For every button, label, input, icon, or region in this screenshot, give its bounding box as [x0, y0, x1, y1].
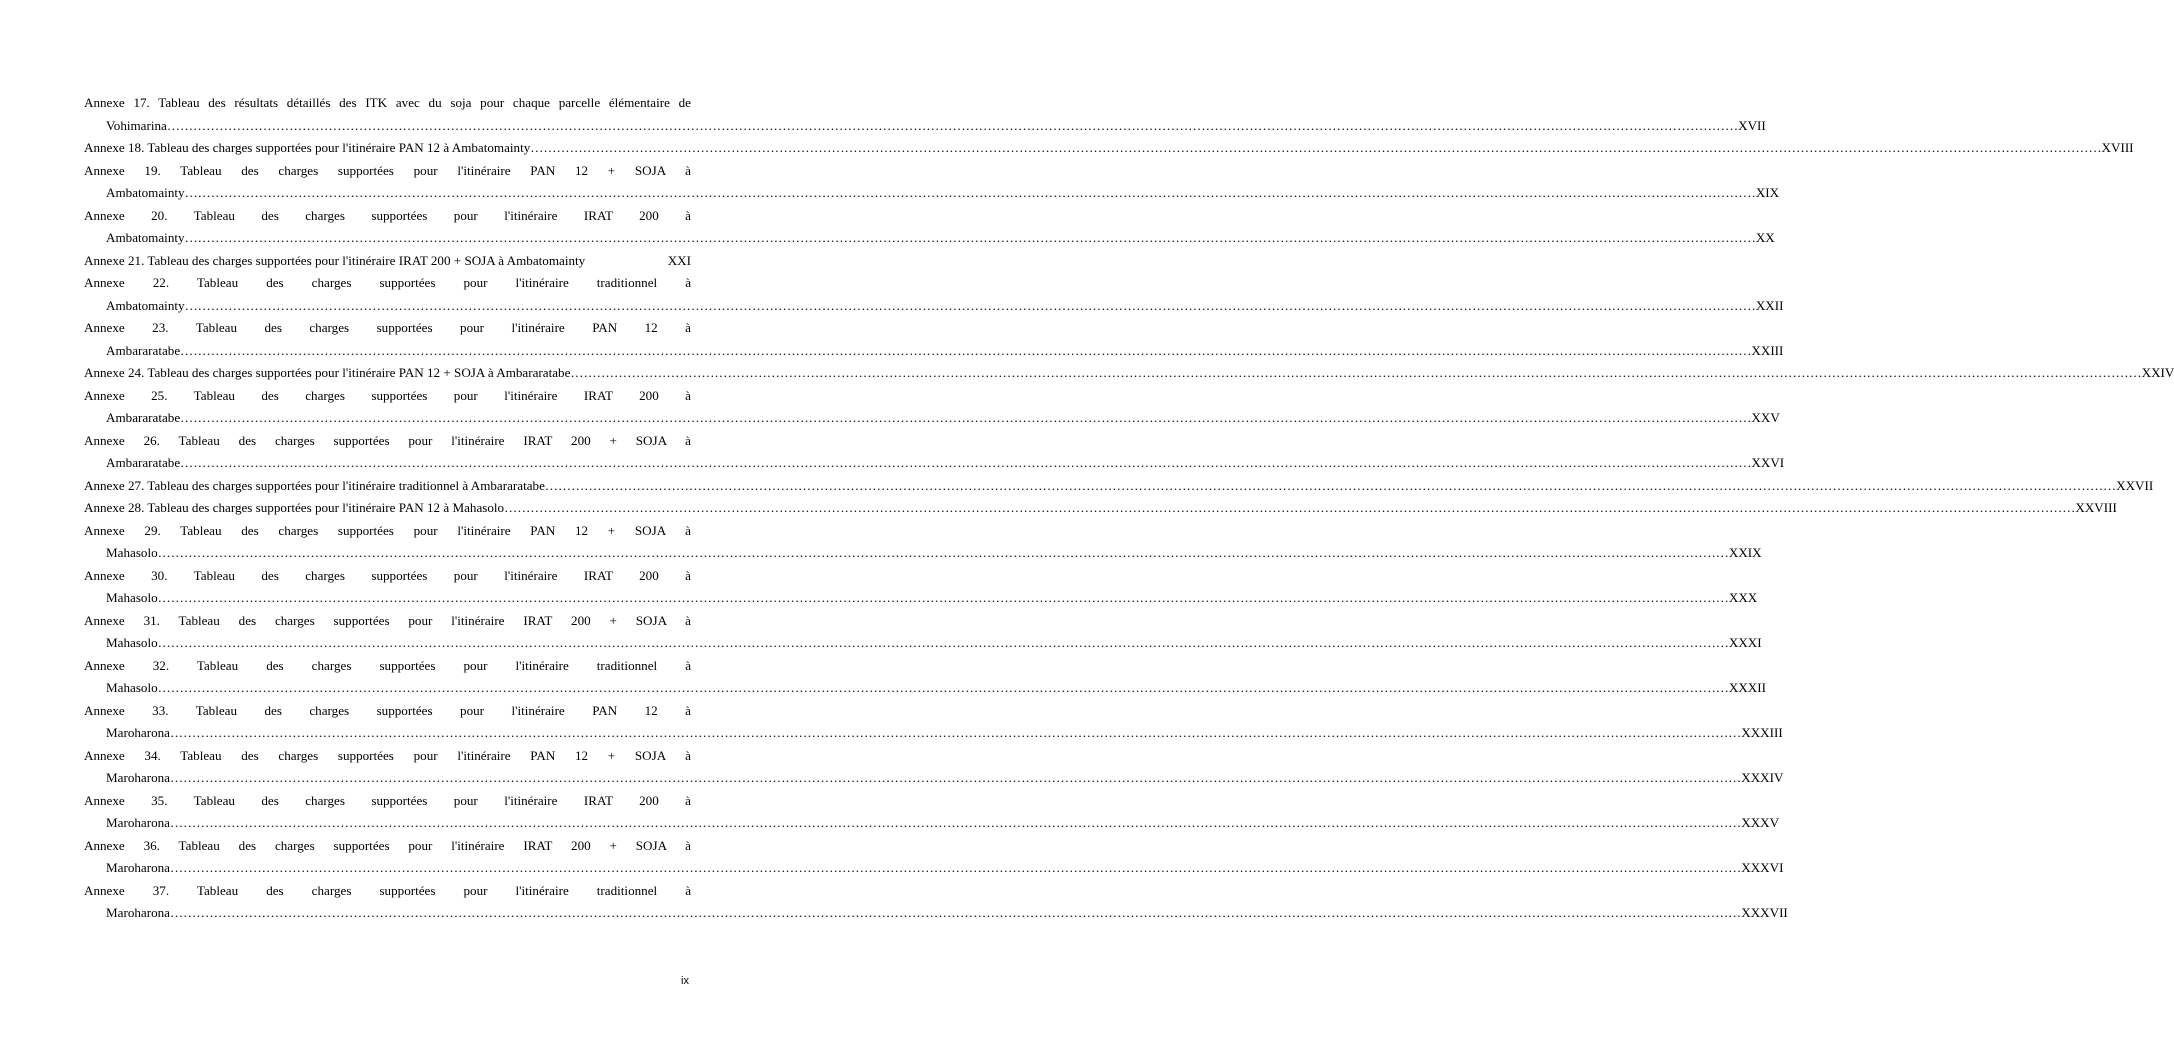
dot-leader: ………………………………………………………………………………………………………………………………………………………………………………………………………………………………………………………………………………………………………………………………: [170, 770, 1742, 785]
toc-entry-title: Annexe 20. Tableau des charges supportées pour l'itinéraire IRAT 200 à: [84, 207, 691, 223]
dot-leader: ………………………………………………………………………………………………………………………………………………………………………………………………………………………………………………………………………………………………………………………………: [180, 455, 1752, 470]
toc-entry-location: Ambararatabe: [106, 410, 181, 425]
toc-entry-title: Annexe 21. Tableau des charges supportées pour l'itinéraire IRAT 200 + SOJA à Ambatomainty: [84, 252, 586, 268]
toc-entry-title: Annexe 17. Tableau des résultats détaillés des ITK avec du soja pour chaque parcelle élémentaire de: [84, 95, 691, 110]
toc-entry-title: Annexe 36. Tableau des charges supportées pour l'itinéraire IRAT 200 + SOJA à: [84, 837, 691, 853]
toc-page-number: XXXI: [1728, 635, 1762, 650]
toc-page-number: XXXVI: [1741, 860, 1784, 875]
toc-page-number: XXIX: [1728, 545, 1762, 560]
toc-entry[interactable]: [84, 790, 1780, 835]
toc-entry-title: Annexe 22. Tableau des charges supportées pour l'itinéraire traditionnel à: [84, 275, 691, 290]
toc-entry-title: Annexe 27. Tableau des charges supportées pour l'itinéraire traditionnel à Ambararatabe: [84, 477, 545, 493]
toc-entry-location: Mahasolo: [106, 680, 158, 695]
toc-page-number: XXI: [667, 252, 691, 268]
toc-entry-location: Mahasolo: [106, 545, 158, 560]
toc-entry[interactable]: [84, 250, 691, 273]
toc-entry[interactable]: [84, 610, 1762, 655]
toc-page-number: XXV: [1751, 410, 1780, 425]
toc-entry-location: Ambatomainty: [106, 297, 185, 313]
toc-entry-location: Mahasolo: [106, 590, 158, 605]
toc-entry-title: Annexe 26. Tableau des charges supportées pour l'itinéraire IRAT 200 + SOJA à: [84, 432, 691, 448]
toc-entry-location: Ambararatabe: [106, 455, 181, 470]
toc-page-number: XXIII: [1751, 342, 1784, 358]
toc-entry[interactable]: [84, 160, 1780, 205]
toc-page-number: XXXIII: [1741, 725, 1783, 740]
toc-entry[interactable]: [84, 362, 2174, 385]
toc-page-number: XXXVII: [1741, 905, 1788, 920]
dot-leader: ………………………………………………………………………………………………………………………………………………………………………………………………………………………………………………………………………………………………………………………………: [544, 477, 2117, 493]
toc-entry[interactable]: [84, 880, 1788, 925]
toc-entry-location: Ambararatabe: [106, 342, 181, 358]
toc-entry[interactable]: [84, 385, 1780, 430]
toc-entry[interactable]: [84, 497, 2117, 520]
toc-entry-title: Annexe 29. Tableau des charges supportées pour l'itinéraire PAN 12 + SOJA à: [84, 522, 691, 538]
toc-entry-location: Maroharona: [106, 770, 170, 785]
toc-page-number: XX: [1755, 230, 1775, 245]
toc-page-number: XXII: [1755, 297, 1784, 313]
dot-leader: ………………………………………………………………………………………………………………………………………………………………………………………………………………………………………………………………………………………………………………………………: [170, 860, 1742, 875]
toc-page-number: XXXV: [1741, 815, 1780, 830]
dot-leader: ………………………………………………………………………………………………………………………………………………………………………………………………………………………………………………………………………………………………………………………………: [530, 140, 2102, 155]
toc-entry[interactable]: [84, 272, 1784, 317]
toc-entry[interactable]: [84, 430, 1785, 475]
toc-entry[interactable]: [84, 700, 1783, 745]
toc-entry-title: Annexe 19. Tableau des charges supportées pour l'itinéraire PAN 12 + SOJA à: [84, 162, 691, 178]
toc-page-number: XXVIII: [2075, 500, 2117, 515]
toc-entry-title: Annexe 34. Tableau des charges supportées pour l'itinéraire PAN 12 + SOJA à: [84, 747, 691, 763]
toc-entry-title: Annexe 31. Tableau des charges supportées pour l'itinéraire IRAT 200 + SOJA à: [84, 612, 691, 628]
toc-entry[interactable]: [84, 655, 1766, 700]
toc-entry-title: Annexe 35. Tableau des charges supportées pour l'itinéraire IRAT 200 à: [84, 792, 691, 808]
toc-page-number: XVIII: [2101, 140, 2134, 155]
toc-entry-title: Annexe 32. Tableau des charges supportées pour l'itinéraire traditionnel à: [84, 657, 691, 673]
toc-page-number: XVII: [1738, 117, 1766, 133]
toc-entry-location: Maroharona: [106, 905, 170, 920]
toc-entry-title: Annexe 24. Tableau des charges supportées pour l'itinéraire PAN 12 + SOJA à Ambararatabe: [84, 365, 571, 380]
dot-leader: ………………………………………………………………………………………………………………………………………………………………………………………………………………………………………………………………………………………………………………………………: [184, 185, 1756, 200]
toc-page-number: XXXIV: [1741, 770, 1784, 785]
toc-page-number: XXVI: [1751, 455, 1785, 470]
dot-leader: ………………………………………………………………………………………………………………………………………………………………………………………………………………………………………………………………………………………………………………………………: [166, 117, 1739, 133]
toc-page-number: XIX: [1755, 185, 1780, 200]
dot-leader: ………………………………………………………………………………………………………………………………………………………………………………………………………………………………………………………………………………………………………………………………: [170, 815, 1742, 830]
toc-entry-title: Annexe 33. Tableau des charges supportées pour l'itinéraire PAN 12 à: [84, 702, 691, 718]
toc-entry-location: Maroharona: [106, 860, 170, 875]
dot-leader: ………………………………………………………………………………………………………………………………………………………………………………………………………………………………………………………………………………………………………………………………: [157, 590, 1729, 605]
dot-leader: ………………………………………………………………………………………………………………………………………………………………………………………………………………………………………………………………………………………………………………………………: [570, 365, 2142, 380]
toc-entry[interactable]: [84, 92, 1766, 137]
dot-leader: ………………………………………………………………………………………………………………………………………………………………………………………………………………………………………………………………………………………………………………………………: [170, 725, 1742, 740]
toc-entry-location: Maroharona: [106, 725, 170, 740]
toc-entry-title: Annexe 28. Tableau des charges supportées pour l'itinéraire PAN 12 à Mahasolo: [84, 500, 505, 515]
dot-leader: ………………………………………………………………………………………………………………………………………………………………………………………………………………………………………………………………………………………………………………………………: [157, 680, 1729, 695]
toc-entry-location: Mahasolo: [106, 635, 158, 650]
toc-entry-title: Annexe 25. Tableau des charges supportées pour l'itinéraire IRAT 200 à: [84, 387, 691, 403]
toc-entry[interactable]: [84, 835, 1784, 880]
dot-leader: ………………………………………………………………………………………………………………………………………………………………………………………………………………………………………………………………………………………………………………………………: [157, 635, 1729, 650]
toc-page-number: XXVII: [2116, 477, 2154, 493]
toc-entry[interactable]: [84, 745, 1784, 790]
toc-entry[interactable]: [84, 137, 2134, 160]
dot-leader: ………………………………………………………………………………………………………………………………………………………………………………………………………………………………………………………………………………………………………………………………: [157, 545, 1729, 560]
toc-entry-location: Maroharona: [106, 815, 170, 830]
toc-page-number: XXX: [1728, 590, 1758, 605]
dot-leader: ………………………………………………………………………………………………………………………………………………………………………………………………………………………………………………………………………………………………………………………………: [184, 297, 1756, 313]
dot-leader: ………………………………………………………………………………………………………………………………………………………………………………………………………………………………………………………………………………………………………………………………: [504, 500, 2076, 515]
dot-leader: ………………………………………………………………………………………………………………………………………………………………………………………………………………………………………………………………………………………………………………………………: [180, 342, 1752, 358]
dot-leader: ………………………………………………………………………………………………………………………………………………………………………………………………………………………………………………………………………………………………………………………………: [170, 905, 1742, 920]
toc-entry-location: Ambatomainty: [106, 185, 185, 200]
toc-entry-title: Annexe 30. Tableau des charges supportées pour l'itinéraire IRAT 200 à: [84, 567, 691, 583]
dot-leader: ………………………………………………………………………………………………………………………………………………………………………………………………………………………………………………………………………………………………………………………………: [180, 410, 1752, 425]
toc-entry[interactable]: [84, 475, 2154, 498]
annex-list: [84, 92, 2174, 925]
toc-entry-location: Ambatomainty: [106, 230, 185, 245]
toc-entry-title: Annexe 18. Tableau des charges supportées pour l'itinéraire PAN 12 à Ambatomainty: [84, 140, 531, 155]
dot-leader: ………………………………………………………………………………………………………………………………………………………………………………………………………………………………………………………………………………………………………………………………: [184, 230, 1756, 245]
toc-entry[interactable]: [84, 317, 1784, 362]
toc-entry-title: Annexe 37. Tableau des charges supportées pour l'itinéraire traditionnel à: [84, 882, 691, 898]
toc-entry[interactable]: [84, 520, 1762, 565]
toc-page-number: XXIV: [2141, 365, 2174, 380]
page-number: ix: [681, 975, 689, 987]
toc-page-number: XXXII: [1728, 680, 1766, 695]
toc-entry-title: Annexe 23. Tableau des charges supportées pour l'itinéraire PAN 12 à: [84, 320, 691, 335]
toc-entry[interactable]: [84, 565, 1758, 610]
toc-entry-location: Vohimarina: [106, 117, 167, 133]
toc-entry[interactable]: [84, 205, 1775, 250]
